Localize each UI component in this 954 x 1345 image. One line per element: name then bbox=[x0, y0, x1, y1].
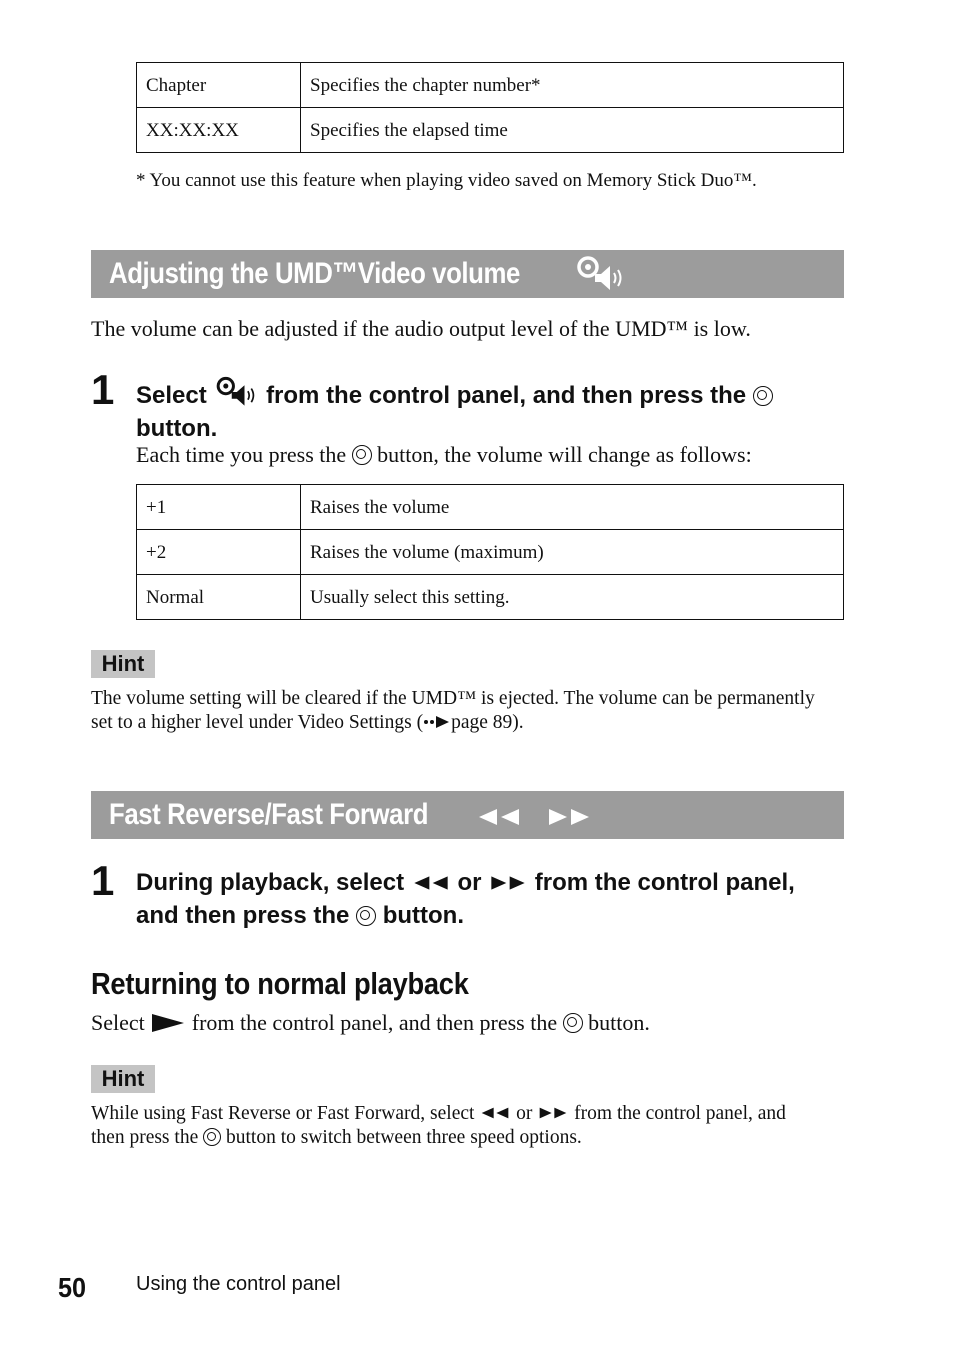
fast-reverse-icon bbox=[475, 807, 523, 827]
hint-text: or bbox=[516, 1103, 533, 1124]
step-text: from the control panel, and then press the bbox=[266, 382, 747, 409]
table-row bbox=[137, 530, 844, 575]
play-icon bbox=[150, 1013, 186, 1033]
hint-text: page 89). bbox=[451, 712, 524, 733]
volume-each-time bbox=[136, 442, 752, 468]
hint-text: The volume setting will be cleared if the UMD™ is ejected. The volume can be permanently bbox=[91, 688, 815, 709]
step-number: 1 bbox=[91, 857, 115, 904]
subheading-returning: Returning to normal playback bbox=[91, 966, 469, 1001]
table-row bbox=[137, 108, 844, 153]
ff-hint-text bbox=[91, 1102, 851, 1150]
table-cell: Specifies the elapsed time bbox=[301, 108, 844, 153]
circle-button-icon bbox=[352, 445, 372, 465]
hint-label: Hint bbox=[91, 650, 155, 678]
step-text: button. bbox=[136, 415, 218, 442]
section-title: Fast Reverse/Fast Forward bbox=[109, 798, 429, 831]
fast-reverse-icon bbox=[411, 874, 451, 892]
body-text: from the control panel, and then press the bbox=[191, 1010, 558, 1035]
footnote: * You cannot use this feature when playing video saved on Memory Stick Duo™. bbox=[136, 170, 757, 191]
circle-button-icon bbox=[753, 386, 773, 406]
volume-intro: The volume can be adjusted if the audio output level of the UMD™ is low. bbox=[91, 316, 751, 341]
body-text: button, the volume will change as follows: bbox=[377, 442, 752, 467]
hint-text: then press the bbox=[91, 1127, 199, 1148]
volume-hint-text bbox=[91, 687, 851, 735]
body-text: Select bbox=[91, 1010, 145, 1035]
table-row bbox=[137, 575, 844, 620]
section-title: Adjusting the UMD™Video volume bbox=[109, 257, 520, 290]
return-instruction bbox=[91, 1010, 650, 1036]
volume-table bbox=[136, 484, 844, 620]
fast-forward-icon bbox=[537, 1106, 569, 1120]
circle-button-icon bbox=[203, 1128, 221, 1146]
table-cell: XX:XX:XX bbox=[137, 108, 301, 153]
body-text: Each time you press the bbox=[136, 442, 347, 467]
table-cell: Raises the volume (maximum) bbox=[301, 530, 844, 575]
table-row bbox=[137, 63, 844, 108]
table-cell: Normal bbox=[137, 575, 301, 620]
step-text: or bbox=[457, 869, 482, 896]
table-cell: +2 bbox=[137, 530, 301, 575]
table-cell: Raises the volume bbox=[301, 485, 844, 530]
section-banner-volume bbox=[91, 250, 844, 298]
table-cell: Specifies the chapter number* bbox=[301, 63, 844, 108]
hint-text: While using Fast Reverse or Fast Forward, select bbox=[91, 1103, 475, 1124]
fast-forward-icon bbox=[545, 807, 593, 827]
step-number: 1 bbox=[91, 366, 115, 413]
hint-label: Hint bbox=[91, 1065, 155, 1093]
body-text: button. bbox=[588, 1010, 650, 1035]
step-text: and then press the bbox=[136, 902, 350, 929]
step-text: Select bbox=[136, 382, 207, 409]
page-number: 50 bbox=[58, 1272, 87, 1303]
table-cell: +1 bbox=[137, 485, 301, 530]
volume-step-instruction bbox=[136, 375, 856, 445]
fast-reverse-icon bbox=[479, 1106, 511, 1120]
circle-button-icon bbox=[563, 1013, 583, 1033]
step-text: During playback, select bbox=[136, 869, 405, 896]
table-cell: Chapter bbox=[137, 63, 301, 108]
volume-icon bbox=[573, 254, 627, 294]
page-reference-icon bbox=[423, 715, 451, 729]
chapter-table bbox=[136, 62, 844, 153]
hint-text: set to a higher level under Video Settings ( bbox=[91, 712, 424, 733]
section-banner-fast-forward bbox=[91, 791, 844, 839]
ff-step-instruction bbox=[136, 866, 856, 932]
fast-forward-icon bbox=[488, 874, 528, 892]
step-text: from the control panel, bbox=[534, 869, 795, 896]
circle-button-icon bbox=[356, 906, 376, 926]
volume-icon bbox=[213, 375, 259, 409]
hint-text: from the control panel, and bbox=[574, 1103, 786, 1124]
hint-text: button to switch between three speed options. bbox=[225, 1127, 582, 1148]
footer-section-label: Using the control panel bbox=[136, 1273, 341, 1295]
step-text: button. bbox=[382, 902, 465, 929]
table-row bbox=[137, 485, 844, 530]
table-cell: Usually select this setting. bbox=[301, 575, 844, 620]
